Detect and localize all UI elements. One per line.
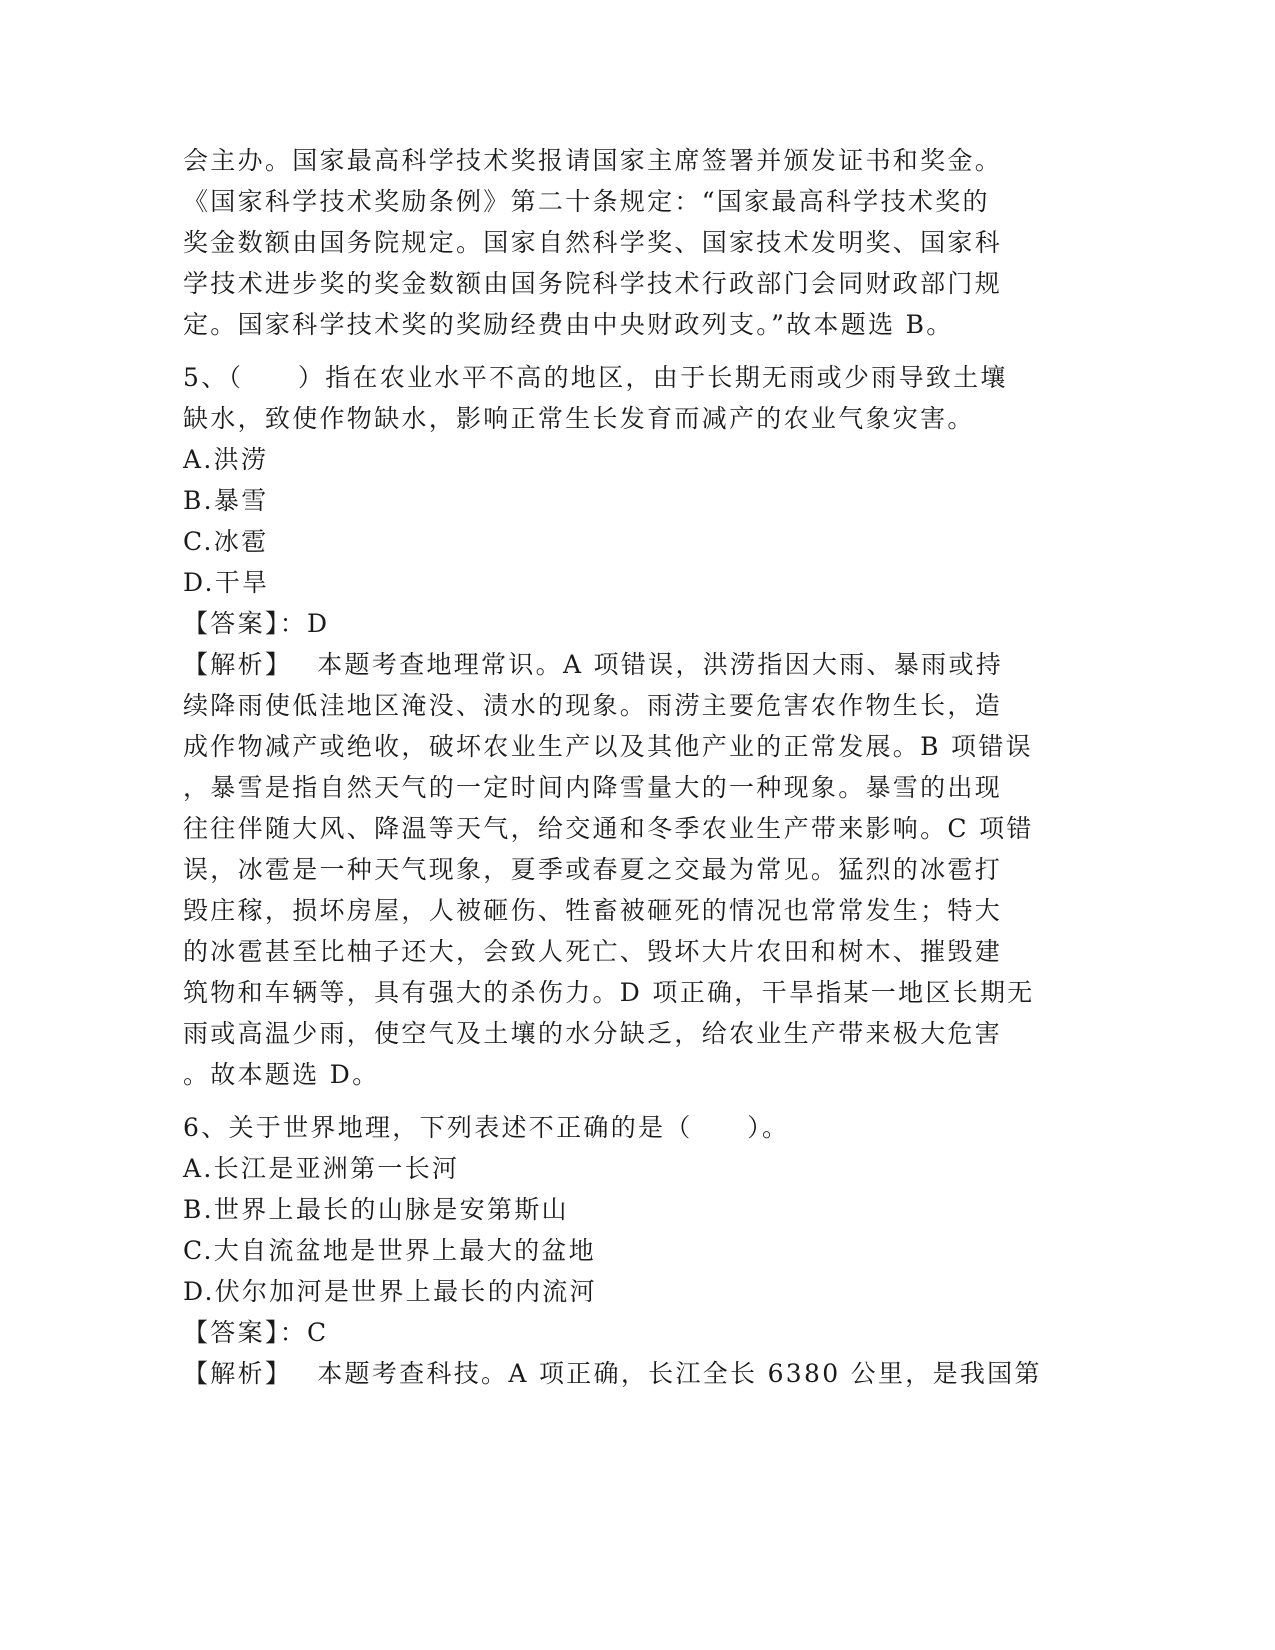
answer-line: 【答案】：C	[183, 1318, 329, 1347]
analysis-line: 筑物和车辆等，具有强大的杀伤力。D 项正确，干旱指某一地区长期无	[183, 978, 1035, 1007]
analysis-line: 雨或高温少雨，使空气及土壤的水分缺乏，给农业生产带来极大危害	[183, 1019, 1003, 1048]
analysis-line: 续降雨使低洼地区淹没、渍水的现象。雨涝主要危害农作物生长，造	[183, 691, 1003, 720]
analysis-line: ，暴雪是指自然天气的一定时间内降雪量大的一种现象。暴雪的出现	[183, 773, 1003, 802]
question-text: 5、（ ）指在农业水平不高的地区，由于长期无雨或少雨导致土壤	[183, 363, 1008, 392]
document-page	[183, 140, 1063, 1394]
analysis-line: 【解析】 本题考查科技。A 项正确，长江全长 6380 公里，是我国第	[183, 1359, 1042, 1388]
option-a: A.洪涝	[183, 445, 269, 474]
analysis-line: 误，冰雹是一种天气现象，夏季或春夏之交最为常见。猛烈的冰雹打	[183, 855, 1003, 884]
analysis-line: 往往伴随大风、降温等天气，给交通和冬季农业生产带来影响。C 项错	[183, 814, 1034, 843]
answer-line: 【答案】：D	[183, 609, 330, 638]
spacer	[183, 1095, 1063, 1107]
text-line: 会主办。国家最高科学技术奖报请国家主席签署并颁发证书和奖金。	[183, 146, 1003, 175]
intro-paragraph	[183, 140, 1063, 345]
option-c: C.大自流盆地是世界上最大的盆地	[183, 1236, 596, 1265]
spacer	[183, 345, 1063, 357]
analysis-line: 的冰雹甚至比柚子还大，会致人死亡、毁坏大片农田和树木、摧毁建	[183, 937, 1003, 966]
question-5	[183, 357, 1063, 1095]
option-a: A.长江是亚洲第一长河	[183, 1154, 460, 1183]
analysis-line: 【解析】 本题考查地理常识。A 项错误，洪涝指因大雨、暴雨或持	[183, 650, 1004, 679]
option-d: D.干旱	[183, 568, 270, 597]
question-text: 缺水，致使作物缺水，影响正常生长发育而减产的农业气象灾害。	[183, 404, 975, 433]
analysis-line: 毁庄稼，损坏房屋，人被砸伤、牲畜被砸死的情况也常常发生；特大	[183, 896, 1003, 925]
question-text: 6、关于世界地理，下列表述不正确的是（ ）。	[183, 1113, 790, 1142]
analysis-line: 成作物减产或绝收，破坏农业生产以及其他产业的正常发展。B 项错误	[183, 732, 1033, 761]
text-line: 学技术进步奖的奖金数额由国务院科学技术行政部门会同财政部门规	[183, 269, 1003, 298]
question-6	[183, 1107, 1063, 1394]
option-c: C.冰雹	[183, 527, 269, 556]
text-line: 奖金数额由国务院规定。国家自然科学奖、国家技术发明奖、国家科	[183, 228, 1003, 257]
option-b: B.暴雪	[183, 486, 269, 515]
text-line: 定。国家科学技术奖的奖励经费由中央财政列支。”故本题选 B。	[183, 310, 954, 339]
option-d: D.伏尔加河是世界上最长的内流河	[183, 1277, 597, 1306]
text-line: 《国家科学技术奖励条例》第二十条规定：“国家最高科学技术奖的	[183, 187, 990, 216]
option-b: B.世界上最长的山脉是安第斯山	[183, 1195, 569, 1224]
analysis-line: 。故本题选 D。	[183, 1060, 380, 1089]
